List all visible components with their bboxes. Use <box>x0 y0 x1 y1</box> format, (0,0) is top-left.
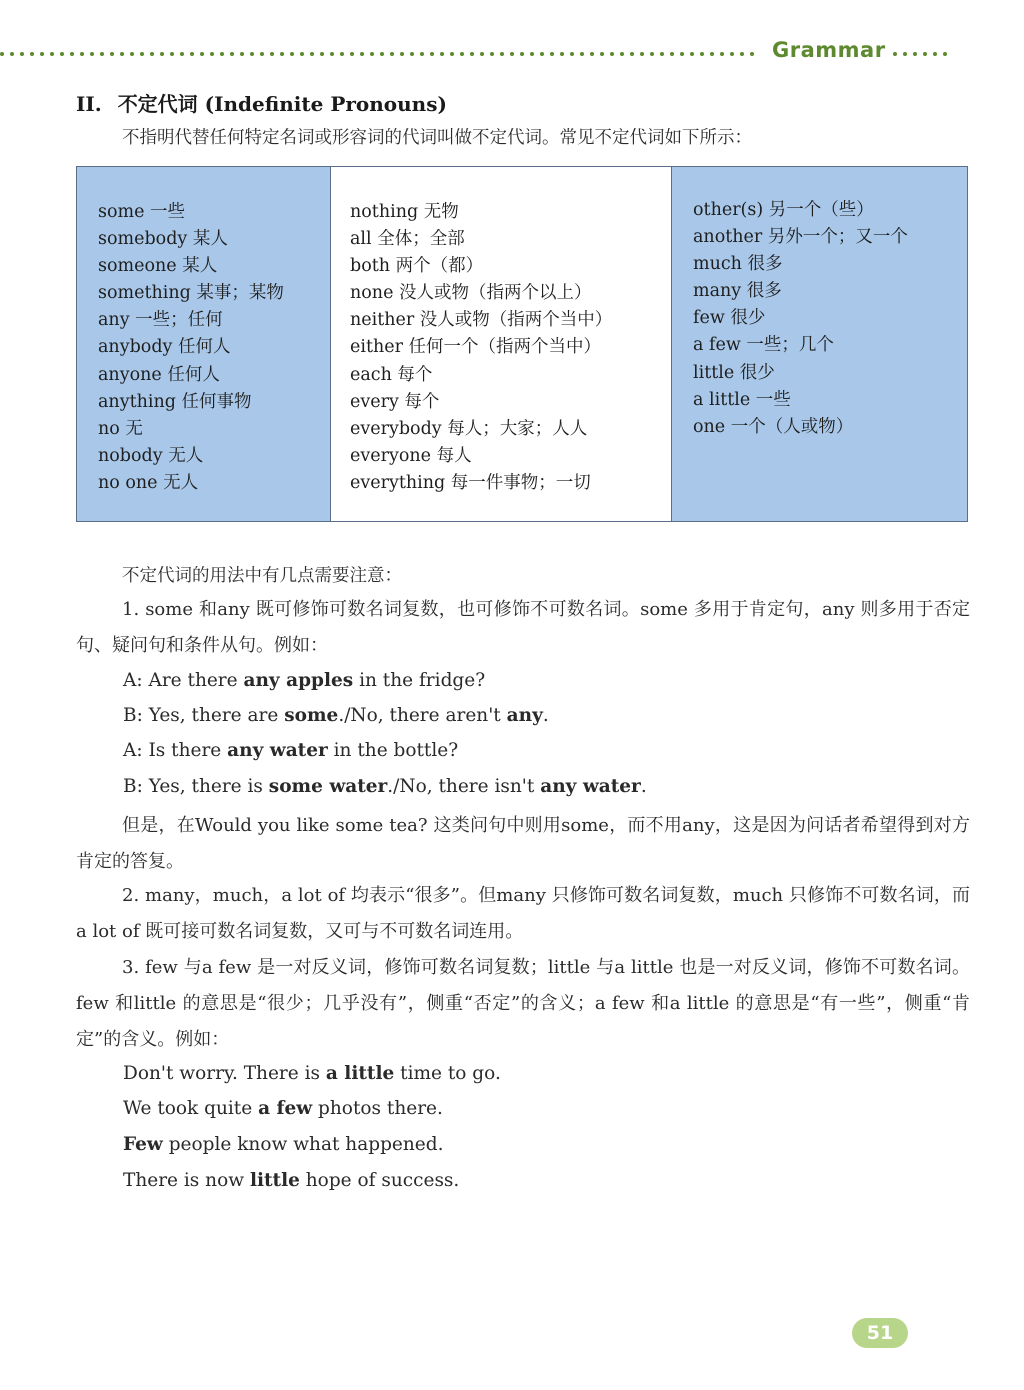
example-bold: any <box>506 705 543 726</box>
header-dotted-line-right <box>893 48 953 60</box>
header-dot <box>220 52 224 56</box>
example-text: in the fridge? <box>353 670 486 691</box>
header-dotted-line <box>0 48 770 60</box>
header-dot <box>120 52 124 56</box>
page-number: 51 <box>852 1318 908 1348</box>
example-line <box>123 1098 443 1119</box>
example-text: photos there. <box>312 1098 443 1119</box>
header-dot <box>670 52 674 56</box>
pronoun-item: all 全体；全部 <box>350 229 465 250</box>
header-dot <box>160 52 164 56</box>
section-number: II. <box>76 92 102 116</box>
header-dot <box>943 52 947 56</box>
pronoun-item: another 另外一个；又一个 <box>693 227 908 248</box>
header-dot <box>100 52 104 56</box>
header-dot <box>200 52 204 56</box>
example-text: We took quite <box>123 1098 259 1119</box>
header-dot <box>240 52 244 56</box>
header-dot <box>750 52 754 56</box>
header-dot <box>690 52 694 56</box>
header-dot <box>60 52 64 56</box>
pronoun-item: nobody 无人 <box>98 445 204 466</box>
pronoun-item: anyone 任何人 <box>98 364 220 385</box>
pronoun-item: few 很少 <box>693 308 766 329</box>
header-dot <box>110 52 114 56</box>
header-dot <box>720 52 724 56</box>
header-dot <box>530 52 534 56</box>
header-dot <box>320 52 324 56</box>
pronoun-item: everything 每一件事物；一切 <box>350 472 591 493</box>
header-dot <box>210 52 214 56</box>
pronoun-item: every 每个 <box>350 391 440 412</box>
example-text: . <box>542 705 549 726</box>
pronoun-item: everybody 每人；大家；人人 <box>350 418 588 439</box>
example-bold: any water <box>540 776 641 797</box>
example-line <box>123 1134 443 1155</box>
header-dot <box>280 52 284 56</box>
section-intro: 不指明代替任何特定名词或形容词的代词叫做不定代词。常见不定代词如下所示： <box>122 128 752 148</box>
header-dot <box>130 52 134 56</box>
header-dot <box>40 52 44 56</box>
example-bold: a little <box>325 1063 395 1084</box>
header-dot <box>470 52 474 56</box>
header-dot <box>380 52 384 56</box>
header-dot <box>190 52 194 56</box>
header-dot <box>680 52 684 56</box>
header-dot <box>350 52 354 56</box>
header-dot <box>330 52 334 56</box>
header-dot <box>170 52 174 56</box>
header-dot <box>50 52 54 56</box>
header-dot <box>560 52 564 56</box>
header-dot <box>600 52 604 56</box>
header-dot <box>550 52 554 56</box>
example-line <box>123 670 485 691</box>
example-text: A: Are there <box>123 670 244 691</box>
header-dot <box>180 52 184 56</box>
header-dot <box>140 52 144 56</box>
section-title <box>76 88 447 117</box>
header-dot <box>400 52 404 56</box>
pronoun-item: much 很多 <box>693 254 783 275</box>
section-title-text: 不定代词 (Indefinite Pronouns) <box>117 92 447 116</box>
pronoun-item: no 无 <box>98 418 143 439</box>
pronoun-item: neither 没人或物（指两个当中） <box>350 310 613 331</box>
example-bold: a few <box>258 1098 313 1119</box>
pronoun-item: both 两个（都） <box>350 256 484 277</box>
example-text: B: Yes, there are <box>123 705 285 726</box>
header-dot <box>650 52 654 56</box>
example-bold: any apples <box>243 670 354 691</box>
header-dot <box>450 52 454 56</box>
header-dot <box>923 52 927 56</box>
example-text: hope of success. <box>299 1170 460 1191</box>
note-paragraph-2: 但是，在Would you like some tea? 这类问句中则用some，而不用any，这是因为问话者希望得到对方肯定的答复。 <box>76 815 970 872</box>
header-dot <box>30 52 34 56</box>
header-dot <box>390 52 394 56</box>
pronoun-item: any 一些；任何 <box>98 310 223 331</box>
pronoun-item: somebody 某人 <box>98 229 228 250</box>
notes-title: 不定代词的用法中有几点需要注意： <box>122 566 402 586</box>
pronoun-item: some 一些 <box>98 202 186 222</box>
pronoun-item: something 某事；某物 <box>98 283 284 304</box>
example-line <box>123 1170 459 1191</box>
example-bold: Few <box>123 1134 163 1155</box>
example-text: ./No, there aren't <box>338 705 507 726</box>
header-dot <box>640 52 644 56</box>
example-bold: some <box>284 705 339 726</box>
pronoun-item: little 很少 <box>693 362 775 383</box>
header-dot <box>630 52 634 56</box>
pronoun-item: many 很多 <box>693 281 782 302</box>
header-dot <box>740 52 744 56</box>
example-bold: some water <box>268 776 388 797</box>
header-dot <box>310 52 314 56</box>
note-paragraph-1: 1. some 和any 既可修饰可数名词复数，也可修饰不可数名词。some 多用于肯定句，any 则多用于否定句、疑问句和条件从句。例如： <box>76 599 970 656</box>
header-dot <box>620 52 624 56</box>
header-dot <box>933 52 937 56</box>
example-text: ./No, there isn't <box>387 776 541 797</box>
header-dot <box>90 52 94 56</box>
header-dot <box>500 52 504 56</box>
header-dot <box>340 52 344 56</box>
pronoun-column-3 <box>672 167 967 521</box>
header-dot <box>700 52 704 56</box>
header-dot <box>540 52 544 56</box>
header-dot <box>590 52 594 56</box>
example-text: people know what happened. <box>162 1134 444 1155</box>
header-dot <box>730 52 734 56</box>
example-text: A: Is there <box>123 740 228 761</box>
note-paragraph-3: 2. many，much，a lot of 均表示“很多”。但many 只修饰可数名词复数，much 只修饰不可数名词，而a lot of 既可接可数名词复数，又可与不可数名词连用。 <box>76 885 970 942</box>
header-dot <box>893 52 897 56</box>
pronoun-item: nothing 无物 <box>350 202 459 222</box>
header-dot <box>300 52 304 56</box>
header-dot <box>460 52 464 56</box>
header-dot <box>270 52 274 56</box>
example-text: . <box>640 776 647 797</box>
header-dot <box>440 52 444 56</box>
header-dot <box>660 52 664 56</box>
pronoun-item: anybody 任何人 <box>98 337 231 358</box>
example-text: B: Yes, there is <box>123 776 269 797</box>
example-text: Don't worry. There is <box>123 1063 326 1084</box>
header-dot <box>480 52 484 56</box>
pronoun-column-2 <box>330 167 672 521</box>
note-paragraph-4: 3. few 与a few 是一对反义词，修饰可数名词复数；little 与a little 也是一对反义词，修饰不可数名词。few 和little 的意思是“很少；几乎没有”，侧重“否定”的含义；a few 和a little 的意思是“有一些”，侧重“肯定”的含义。例如： <box>76 957 970 1050</box>
pronoun-item: no one 无人 <box>98 472 199 493</box>
header-dot <box>903 52 907 56</box>
pronoun-item: other(s) 另一个（些） <box>693 200 874 220</box>
header-dot <box>0 52 4 56</box>
pronoun-item: everyone 每人 <box>350 445 472 466</box>
example-text: time to go. <box>394 1063 501 1084</box>
header-dot <box>370 52 374 56</box>
example-line <box>123 1063 501 1084</box>
header-dot <box>610 52 614 56</box>
header-dot <box>710 52 714 56</box>
example-line <box>123 776 647 797</box>
header-dot <box>80 52 84 56</box>
header-dot <box>70 52 74 56</box>
header-dot <box>20 52 24 56</box>
header-dot <box>570 52 574 56</box>
header-dot <box>913 52 917 56</box>
pronoun-item: a few 一些；几个 <box>693 335 834 356</box>
example-line <box>123 740 458 761</box>
pronoun-item: a little 一些 <box>693 389 791 410</box>
header-dot <box>490 52 494 56</box>
pronoun-table <box>76 166 968 522</box>
pronoun-item: either 任何一个（指两个当中） <box>350 337 602 358</box>
pronoun-item: none 没人或物（指两个以上） <box>350 283 592 304</box>
pronoun-item: anything 任何事物 <box>98 391 252 412</box>
header-dot <box>10 52 14 56</box>
pronoun-column-1 <box>77 167 330 521</box>
header-dot <box>420 52 424 56</box>
header-dot <box>430 52 434 56</box>
header-dot <box>150 52 154 56</box>
header-dot <box>260 52 264 56</box>
section-header-label: Grammar <box>772 38 886 62</box>
header-dot <box>250 52 254 56</box>
example-bold: any water <box>227 740 328 761</box>
example-bold: little <box>249 1170 300 1191</box>
example-line <box>123 705 549 726</box>
header-dot <box>230 52 234 56</box>
header-dot <box>360 52 364 56</box>
pronoun-item: someone 某人 <box>98 256 218 277</box>
header-dot <box>290 52 294 56</box>
header-dot <box>580 52 584 56</box>
pronoun-item: each 每个 <box>350 364 433 385</box>
example-text: There is now <box>123 1170 250 1191</box>
example-text: in the bottle? <box>327 740 459 761</box>
header-dot <box>510 52 514 56</box>
header-dot <box>520 52 524 56</box>
header-dot <box>410 52 414 56</box>
pronoun-item: one 一个（人或物） <box>693 416 854 437</box>
